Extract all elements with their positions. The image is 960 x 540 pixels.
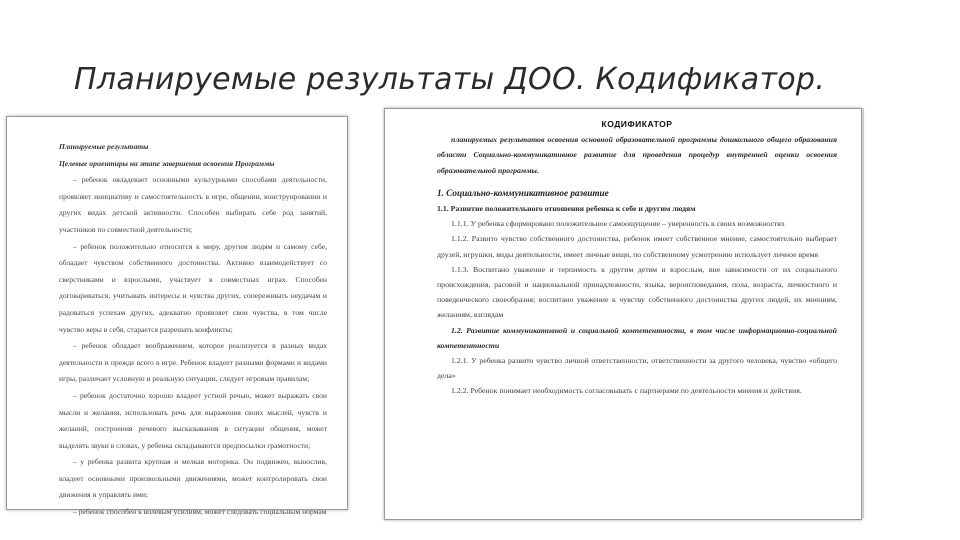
planned-results-text xyxy=(59,139,327,521)
doc-paragraph: – ребенок способен к волевым усилиям, может следовать социальным нормам xyxy=(73,507,327,517)
planned-results-document xyxy=(6,116,348,517)
codifier-item: 1.1.2. Развито чувство собственного достоинства, ребенок имеет собственное мнение, самостоятельно выбирает друзей, игрушки, виды деятельности, имеет личные вещи, по собственному усмотрению использует личное время xyxy=(437,234,837,259)
doc-heading: Планируемые результаты xyxy=(59,142,149,151)
codifier-title: КОДИФИКАТОР xyxy=(601,119,673,129)
codifier-item: 1.1.1. У ребенка сформировано положительное самоощущение – уверенность в своих возможностях xyxy=(451,219,785,229)
doc-subheading: Целевые ориентиры на этапе завершения освоения Программы xyxy=(59,158,275,168)
subsection-heading: 1.2. Развитие коммуникативной и социальной компетентности, в том числе информационно-социальной компетентности xyxy=(437,325,837,350)
doc-paragraph: – ребенок обладает воображением, которое реализуется в разных видах деятельности и прежде всего в игре. Ребенок владеет разными формами и видами игры, различает условную и реальную ситуации, следует игровым правилам; xyxy=(59,341,327,384)
doc-paragraph: – у ребенка развита крупная и мелкая моторика. Он подвижен, вынослив, владеет основными произвольными движениями, может контролировать свои движения и управлять ими; xyxy=(59,457,327,500)
section-heading: 1. Социально-коммуникативное развитие xyxy=(437,187,609,198)
doc-paragraph: – ребенок овладевает основными культурными способами деятельности, проявляет инициативу и самостоятельность в игре, общении, конструировании и других видах детской активности. Способен выбирать себе род занятий, участников по совместной деятельности; xyxy=(59,175,327,234)
page-edge-divider xyxy=(862,108,864,518)
codifier-text xyxy=(437,117,837,399)
codifier-item: 1.2.1. У ребенка развито чувство личной ответственности, ответственности за другого человека, чувство «общего дела» xyxy=(437,356,837,381)
codifier-intro: планируемых результатов освоения основной образовательной программы дошкольного общего образования области Социально-коммуникативное развитие для проведения процедур внутренней оценки освоения образовательной программы. xyxy=(437,135,837,175)
doc-paragraph: – ребенок положительно относится к миру, другим людям и самому себе, обладает чувством собственного достоинства. Активно взаимодействует со сверстниками и взрослыми, участвует в совместных играх. Способен договариваться, учитывать интересы и чувства других, сопереживать неудачам и радоваться успехам других, адекватно проявляет свои чувства, в том числе чувство веры в себя, старается разрешать конфликты; xyxy=(59,241,327,334)
doc-paragraph: – ребенок достаточно хорошо владеет устной речью, может выражать свои мысли и желания, использовать речь для выражения своих мыслей, чувств и желаний, построения речевого высказывания в ситуации общения, может выделять звуки в словах, у ребенка складываются предпосылки грамотности; xyxy=(59,390,327,450)
subsection-heading: 1.1. Развитие положительного отношения ребенка к себе и другим людям xyxy=(437,204,696,214)
slide-title: Планируемые результаты ДОО. Кодификатор. xyxy=(74,62,826,97)
codifier-item: 1.1.3. Воспитано уважение и терпимость к другим детям и взрослым, вне зависимости от их социального происхождения, расовой и национальной принадлежности, языка, вероисповедания, пола, возраста, личностного и поведенческого своеобразия; воспитано уважение к чувству собственного достоинства других людей, их мнениям, желаниям, взглядам xyxy=(437,264,837,320)
codifier-document xyxy=(384,108,862,520)
codifier-item: 1.2.2. Ребенок понимает необходимость согласовывать с партнерами по деятельности мнения и действия. xyxy=(451,386,802,396)
